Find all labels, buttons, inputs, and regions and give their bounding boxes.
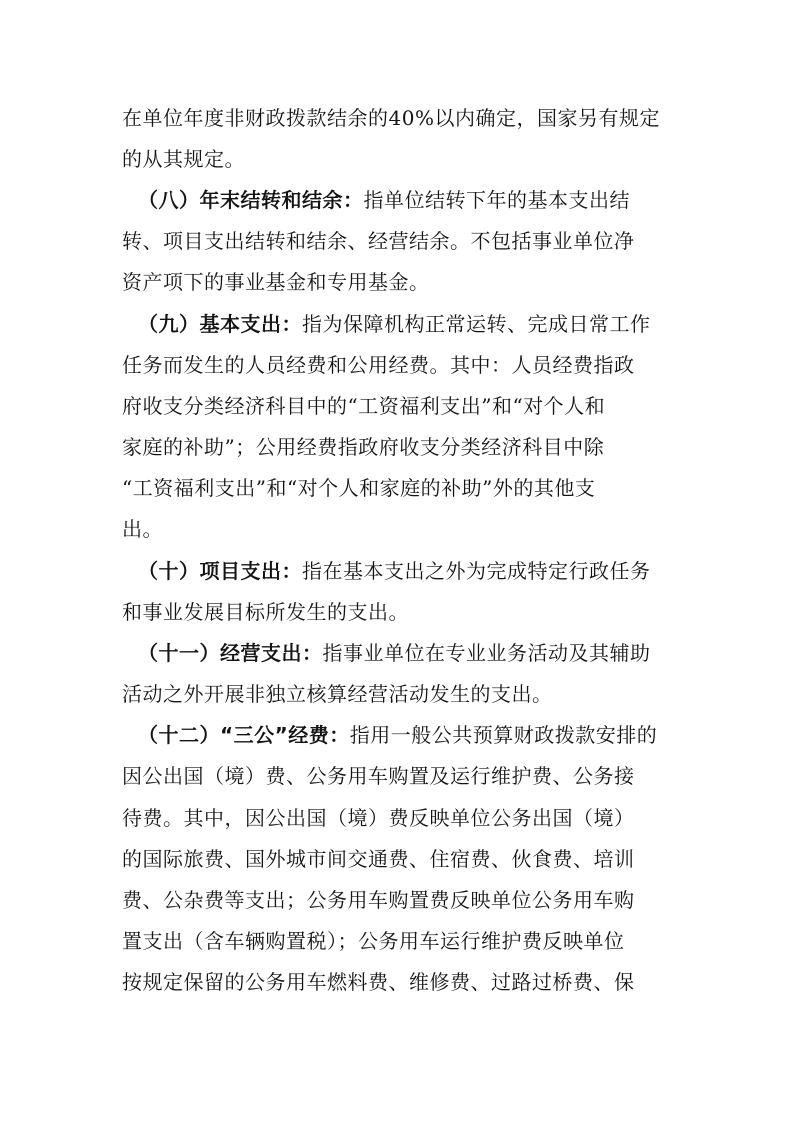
body-text-line: 活动之外开展非独立核算经营活动发生的支出。 [122,682,553,706]
section-text: 指事业单位在专业业务活动及其辅助 [322,641,651,665]
section-text: 指在基本支出之外为完成特定行政任务 [302,559,651,583]
section-heading: （十）项目支出： [138,559,302,583]
body-text-line: 待费。其中，因公出国（境）费反映单位公务出国（境） [122,806,635,830]
body-text-line: 在单位年度非财政拨款结余的40%以内确定，国家另有规定 [122,106,660,130]
section-10-paragraph-start [138,554,651,588]
section-11-paragraph-start [138,636,651,670]
body-text-line: 的国际旅费、国外城市间交通费、住宿费、伙食费、培训 [122,847,635,871]
body-text-line: 按规定保留的公务用车燃料费、维修费、过路过桥费、保 [122,970,635,994]
body-text-line: 费、公杂费等支出；公务用车购置费反映单位公务用车购 [122,888,635,912]
section-8-paragraph-start [138,183,630,217]
body-text-line: 资产项下的事业基金和专用基金。 [122,270,430,294]
section-heading: （九）基本支出： [138,312,302,336]
section-text: 指用一般公共预算财政拨款安排的 [349,723,658,747]
body-text-line: 出。 [122,517,163,541]
section-heading: （十一）经营支出： [138,641,323,665]
body-text-line: 家庭的补助”；公用经费指政府收支分类经济科目中除 [122,435,605,459]
body-text-line: 的从其规定。 [122,147,245,171]
section-text: 指为保障机构正常运转、完成日常工作 [302,312,651,336]
body-text-line: 转、项目支出结转和结余、经营结余。不包括事业单位净 [122,229,635,253]
section-12-paragraph-start [138,718,657,752]
body-text-line: 府收支分类经济科目中的“工资福利支出”和“对个人和 [122,394,606,418]
body-text-line: 任务而发生的人员经费和公用经费。其中：人员经费指政 [122,353,635,377]
section-9-paragraph-start [138,307,651,341]
section-heading: （十二）“三公”经费： [138,723,350,747]
body-text-line: 和事业发展目标所发生的支出。 [122,600,409,624]
section-text: 指单位结转下年的基本支出结 [363,188,630,212]
body-text-line: 因公出国（境）费、公务用车购置及运行维护费、公务接 [122,764,635,788]
section-heading: （八）年末结转和结余： [138,188,364,212]
body-text-line: 置支出（含车辆购置税）；公务用车运行维护费反映单位 [122,929,625,953]
body-text-line: “工资福利支出”和“对个人和家庭的补助”外的其他支 [122,476,596,500]
